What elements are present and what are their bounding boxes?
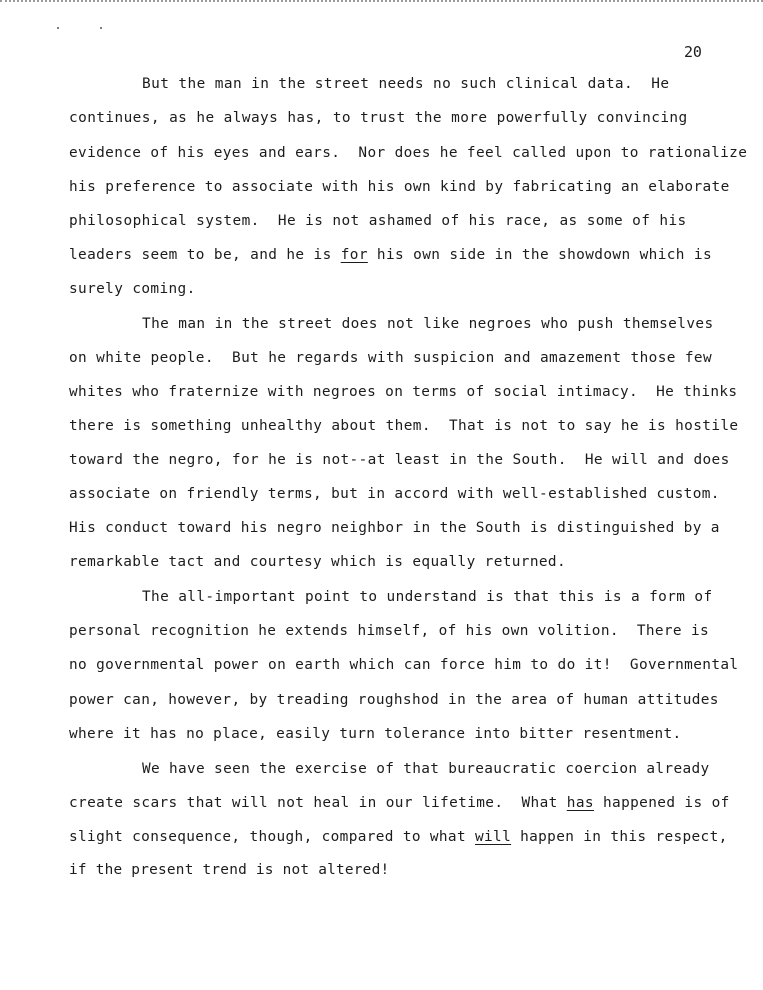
text-line: no governmental power on earth which can force him to do it! Governmental (69, 657, 739, 673)
text-line: The man in the street does not like negroes who push themselves (142, 316, 714, 332)
text-line: philosophical system. He is not ashamed of his race, as some of his (69, 213, 687, 229)
text-line: associate on friendly terms, but in accord with well-established custom. (69, 486, 720, 502)
text-line: whites who fraternize with negroes on terms of social intimacy. He thinks (69, 384, 738, 400)
text-line: on white people. But he regards with suspicion and amazement those few (69, 350, 713, 366)
text-line: power can, however, by treading roughshod in the area of human attitudes (69, 692, 719, 708)
underlined-word: will (475, 829, 512, 845)
page-top-edge (0, 0, 763, 2)
text-line: if the present trend is not altered! (69, 862, 390, 878)
text-line: there is something unhealthy about them. That is not to say he is hostile (69, 418, 739, 434)
text-line: But the man in the street needs no such clinical data. He (142, 76, 670, 92)
text-line: toward the negro, for he is not--at least in the South. He will and does (69, 452, 730, 468)
text-line: remarkable tact and courtesy which is equally returned. (69, 554, 566, 570)
underlined-word: has (566, 795, 594, 811)
text-line: personal recognition he extends himself, of his own volition. There is (69, 623, 709, 639)
text-line: his preference to associate with his own kind by fabricating an elaborate (69, 179, 730, 195)
text-line: evidence of his eyes and ears. Nor does he feel called upon to rationalize (69, 145, 748, 161)
scan-speck (57, 27, 59, 29)
text-line: surely coming. (69, 281, 196, 297)
text-line: The all-important point to understand is that this is a form of (142, 589, 713, 605)
scan-speck (100, 27, 102, 29)
text-line: slight consequence, though, compared to what will happen in this respect, (69, 829, 728, 845)
text-line: continues, as he always has, to trust the more powerfully convincing (69, 110, 688, 126)
text-line: create scars that will not heal in our lifetime. What has happened is of (69, 795, 730, 811)
text-line: leaders seem to be, and he is for his own side in the showdown which is (69, 247, 713, 263)
text-line: We have seen the exercise of that bureaucratic coercion already (142, 761, 710, 777)
page-number: 20 (684, 43, 702, 61)
text-line: where it has no place, easily turn tolerance into bitter resentment. (69, 726, 682, 742)
text-line: His conduct toward his negro neighbor in the South is distinguished by a (69, 520, 720, 536)
underlined-word: for (340, 247, 368, 263)
